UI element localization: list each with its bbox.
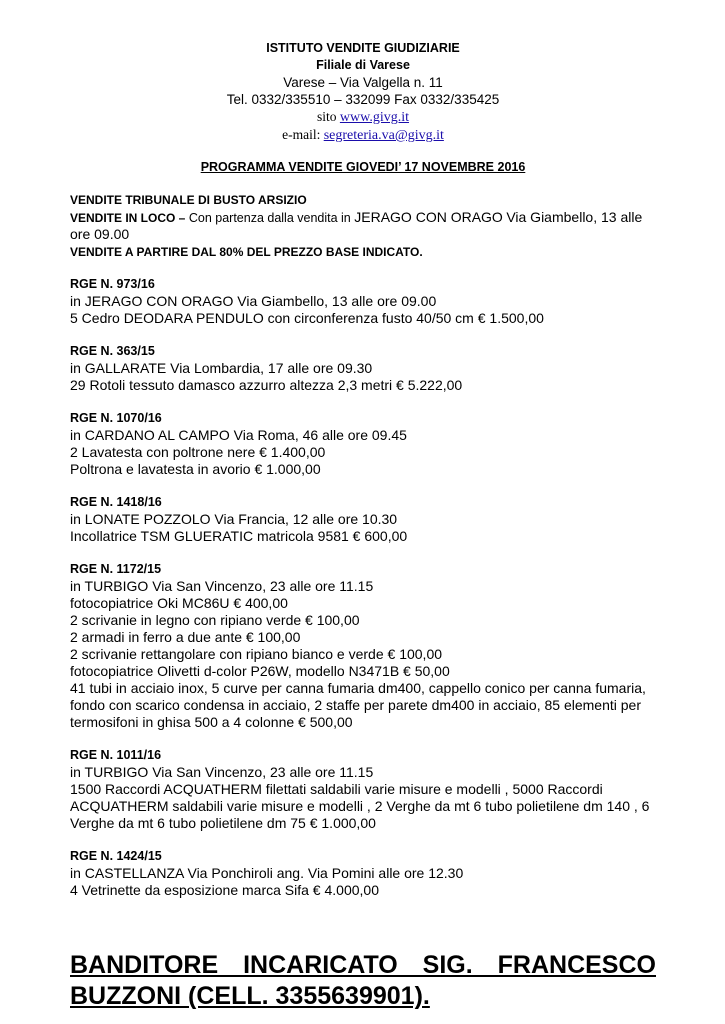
website-link[interactable]: www.givg.it (339, 110, 409, 125)
lot-section (70, 561, 656, 731)
lot-section (70, 747, 656, 832)
lot-item: 4 Vetrinette da esposizione marca Sifa € 4.000,00 (70, 882, 379, 898)
onsite-text: Con partenza dalla vendita in (188, 210, 351, 225)
lot-item: 29 Rotoli tessuto damasco azzurro altezza 2,3 metri € 5.222,00 (70, 377, 463, 393)
email-label: e-mail: (282, 127, 324, 142)
phone-fax: Tel. 0332/335510 – 332099 Fax 0332/335425 (226, 92, 500, 107)
letterhead (70, 40, 656, 144)
onsite-label: VENDITE IN LOCO – (70, 210, 186, 225)
email-link[interactable]: segreteria.va@givg.it (323, 128, 444, 143)
branch-address: Varese – Via Valgella n. 11 (283, 75, 443, 90)
lot-section (70, 848, 656, 899)
onsite-sales-line (70, 209, 656, 244)
lot-section (70, 494, 656, 545)
base-price-note: VENDITE A PARTIRE DAL 80% DEL PREZZO BASE INDICATO. (70, 244, 423, 259)
lot-section (70, 410, 656, 478)
lot-rge-number: RGE N. 363/15 (70, 344, 155, 358)
lot-location: in CASTELLANZA Via Ponchiroli ang. Via Pomini alle ore 12.30 (70, 865, 464, 881)
lot-rge-number: RGE N. 973/16 (70, 277, 155, 291)
lot-location: in GALLARATE Via Lombardia, 17 alle ore 09.30 (70, 360, 373, 376)
sale-intro (70, 192, 656, 260)
auctioneer-banner: BANDITORE INCARICATO SIG. FRANCESCO BUZZONI (CELL. 3355639901). (70, 951, 656, 1010)
lot-item: 41 tubi in acciaio inox, 5 curve per canna fumaria dm400, cappello conico per canna fumaria, fondo con scarico condensa in acciaio, 2 staffe per parete dm400 in acciaio, 85 elementi per termosifoni in ghisa 500 a 4 colonne € 500,00 (70, 680, 646, 730)
lot-location: in LONATE POZZOLO Via Francia, 12 alle ore 10.30 (70, 511, 398, 527)
lot-item: 2 Lavatesta con poltrone nere € 1.400,00 (70, 444, 326, 460)
lot-item: fotocopiatrice Olivetti d-color P26W, modello N3471B € 50,00 (70, 663, 450, 679)
lot-location: in JERAGO CON ORAGO Via Giambello, 13 alle ore 09.00 (70, 293, 437, 309)
tribunal-heading: VENDITE TRIBUNALE DI BUSTO ARSIZIO (70, 193, 307, 207)
lot-item: Poltrona e lavatesta in avorio € 1.000,00 (70, 461, 321, 477)
lot-rge-number: RGE N. 1070/16 (70, 411, 162, 425)
lot-item: Incollatrice TSM GLUERATIC matricola 9581 € 600,00 (70, 528, 408, 544)
lot-item: 2 armadi in ferro a due ante € 100,00 (70, 629, 301, 645)
lot-rge-number: RGE N. 1011/16 (70, 748, 162, 762)
lot-rge-number: RGE N. 1418/16 (70, 495, 162, 509)
onsite-address: Via Giambello, 13 alle ore 09.00 (70, 208, 643, 242)
lot-list (70, 276, 656, 899)
program-title: PROGRAMMA VENDITE GIOVEDI’ 17 NOVEMBRE 2016 (200, 160, 526, 174)
lot-section (70, 343, 656, 394)
lot-item: 5 Cedro DEODARA PENDULO con circonferenza fusto 40/50 cm € 1.500,00 (70, 310, 544, 326)
lot-location: in TURBIGO Via San Vincenzo, 23 alle ore 11.15 (70, 764, 374, 780)
lot-item: 2 scrivanie rettangolare con ripiano bianco e verde € 100,00 (70, 646, 443, 662)
email-line (70, 126, 656, 144)
branch-name: Filiale di Varese (316, 58, 410, 72)
lot-location: in CARDANO AL CAMPO Via Roma, 46 alle ore 09.45 (70, 427, 407, 443)
document-page (70, 40, 656, 899)
website-line (70, 108, 656, 126)
lot-item: 1500 Raccordi ACQUATHERM filettati saldabili varie misure e modelli , 5000 Raccordi ACQUATHERM saldabili varie misure e modelli , 2 Verghe da mt 6 tubo polietilene dm 140 , 6 Verghe da mt 6 tubo polietilene dm 75 € 1.000,00 (70, 781, 650, 831)
lot-item: 2 scrivanie in legno con ripiano verde € 100,00 (70, 612, 360, 628)
lot-rge-number: RGE N. 1424/15 (70, 849, 162, 863)
website-label: sito (317, 109, 340, 124)
lot-item: fotocopiatrice Oki MC86U € 400,00 (70, 595, 288, 611)
institute-name: ISTITUTO VENDITE GIUDIZIARIE (266, 41, 460, 55)
lot-section (70, 276, 656, 327)
lot-location: in TURBIGO Via San Vincenzo, 23 alle ore 11.15 (70, 578, 374, 594)
onsite-place: JERAGO CON ORAGO (354, 208, 503, 225)
lot-rge-number: RGE N. 1172/15 (70, 562, 162, 576)
